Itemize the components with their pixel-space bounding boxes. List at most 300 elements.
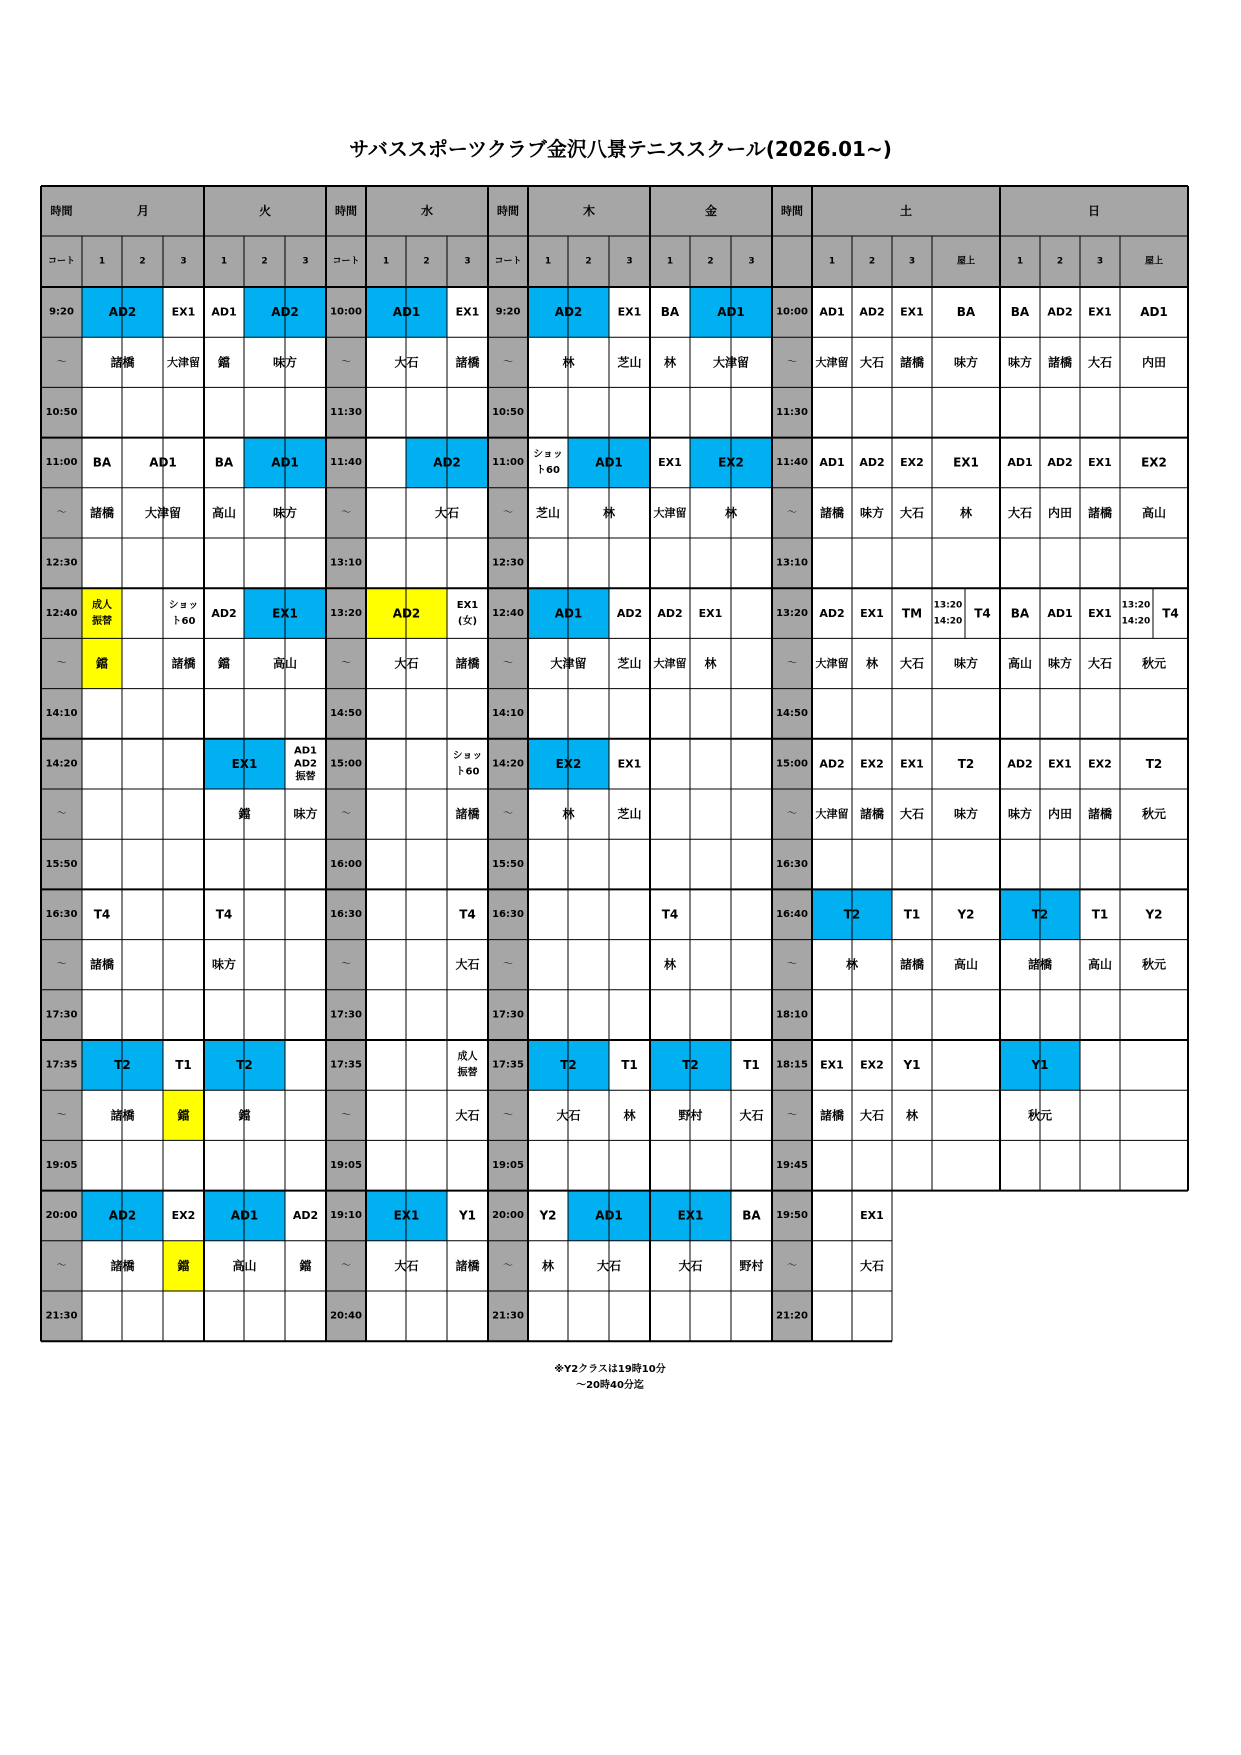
class-label: AD2 [108, 305, 137, 320]
time-start: 16:30 [45, 909, 78, 920]
class-label: EX1 [456, 599, 479, 611]
coach-name: 諸橋 [110, 1108, 135, 1123]
court-number: 2 [139, 256, 146, 267]
class-label: EX1 [820, 1058, 844, 1072]
time-range-symbol: ～ [787, 1260, 797, 1272]
class-label: BA [956, 305, 976, 320]
time-range-symbol: ～ [56, 356, 67, 368]
coach-name: 高山 [1007, 656, 1033, 671]
class-label: T4 [459, 907, 476, 922]
time-end: 14:10 [45, 708, 78, 720]
class-label: ト60 [455, 766, 480, 778]
class-label: ショッ [168, 599, 199, 611]
coach-name: 諸橋 [455, 807, 480, 822]
time-start: 16:30 [492, 909, 524, 920]
coach-name: 諸橋 [89, 957, 115, 972]
class-label: T4 [215, 907, 233, 922]
class-label: ト60 [171, 615, 196, 627]
class-label: BA [214, 455, 234, 470]
coach-name: 大石 [596, 1258, 622, 1273]
day-header-6: 日 [1087, 204, 1101, 218]
coach-name: 林 [602, 505, 616, 520]
class-label: EX1 [455, 305, 480, 319]
time-end: 18:10 [776, 1009, 808, 1021]
time-start: 20:00 [45, 1210, 78, 1222]
class-label: ト60 [536, 465, 560, 477]
time-range-symbol: ～ [56, 507, 67, 519]
class-label: AD1 [595, 455, 623, 470]
time-start: 17:35 [45, 1059, 78, 1071]
coach-name: 秋元 [1027, 1108, 1053, 1123]
coach-name: 大津留 [653, 506, 687, 520]
coach-name: 大津留 [815, 807, 849, 821]
coach-name: 鐺 [95, 656, 109, 671]
coach-name: 芝山 [617, 656, 642, 671]
coach-name: 大石 [739, 1108, 764, 1123]
time-start: 12:40 [45, 607, 78, 619]
class-label: EX1 [272, 606, 298, 621]
class-label: Y2 [539, 1208, 557, 1223]
coach-name: 秋元 [1141, 656, 1167, 671]
time-start: 15:00 [776, 758, 808, 770]
coach-name: 大石 [899, 505, 925, 520]
coach-name: 内田 [1141, 355, 1167, 370]
class-label: EX1 [860, 1209, 884, 1223]
class-label: T2 [236, 1058, 253, 1073]
coach-name: 諸橋 [171, 656, 196, 671]
class-label: BA [660, 305, 680, 320]
time-range-symbol: ～ [503, 808, 513, 820]
time-start: 13:20 [776, 607, 808, 619]
coach-name: 林 [845, 957, 859, 972]
class-label: AD2 [392, 606, 421, 621]
time-range-symbol: ～ [787, 356, 797, 368]
class-label: AD1 [1140, 305, 1168, 320]
class-label: 振替 [92, 615, 112, 627]
class-label: AD1 [211, 305, 237, 319]
class-label: AD1 [595, 1208, 623, 1223]
class-label: EX1 [860, 606, 884, 620]
court-number: 3 [1096, 256, 1104, 267]
time-range-symbol: ～ [787, 507, 797, 519]
class-label: AD2 [859, 456, 885, 470]
class-label: AD1 [230, 1208, 259, 1223]
time-end: 14:50 [330, 708, 362, 720]
class-label: AD1 [554, 606, 583, 621]
coach-name: 諸橋 [819, 1108, 845, 1123]
time-start: 10:00 [330, 306, 362, 318]
class-label: AD1 [1047, 606, 1073, 620]
class-label: AD1 [819, 305, 845, 319]
class-label: AD1 [819, 456, 845, 470]
class-label: EX1 [171, 305, 196, 319]
class-label: AD2 [294, 758, 317, 770]
coach-name: 鐺 [238, 807, 251, 822]
day-header-5: 土 [899, 204, 913, 218]
time-start: 11:40 [776, 457, 808, 469]
coach-name: 芝山 [535, 505, 561, 520]
class-label: T4 [974, 606, 991, 621]
time-range-symbol: ～ [341, 356, 351, 368]
class-label: AD2 [616, 606, 643, 620]
time-end: 17:30 [45, 1009, 78, 1021]
court-number: 3 [626, 256, 633, 267]
class-subtime: 13:20 [933, 600, 963, 611]
coach-name: 高山 [953, 957, 979, 972]
coach-name: 大津留 [815, 657, 849, 670]
class-label: AD2 [271, 305, 299, 320]
class-label: 成人 [92, 599, 112, 611]
coach-name: 大石 [1007, 505, 1033, 520]
court-number: 1 [666, 256, 674, 267]
coach-name: 諸橋 [110, 1258, 135, 1273]
court-number: 1 [98, 256, 106, 267]
coach-name: 諸橋 [819, 505, 845, 520]
class-label: T2 [560, 1058, 577, 1073]
time-end: 13:10 [330, 557, 362, 569]
coach-name: 大津留 [144, 505, 182, 520]
coach-name: 高山 [1087, 957, 1113, 972]
class-label: AD1 [294, 745, 317, 757]
time-header: 時間 [781, 204, 803, 218]
time-header: 時間 [50, 204, 73, 218]
class-label: AD1 [1007, 456, 1033, 470]
class-label: ショッ [533, 449, 563, 461]
coach-name: 林 [704, 656, 717, 671]
day-header-3: 木 [582, 204, 596, 218]
class-label: Y1 [458, 1208, 477, 1223]
class-label: EX1 [953, 455, 979, 470]
class-label: AD2 [819, 606, 845, 620]
class-label: AD2 [554, 305, 583, 320]
time-end: 21:20 [776, 1310, 808, 1322]
class-label: EX2 [1088, 757, 1112, 771]
coach-name: 林 [959, 505, 973, 520]
class-label: BA [742, 1208, 761, 1223]
class-label: AD2 [433, 455, 461, 470]
time-range-symbol: ～ [341, 808, 351, 820]
time-range-symbol: ～ [503, 507, 513, 519]
class-label: EX1 [617, 757, 642, 771]
class-label: T4 [1162, 606, 1179, 621]
time-start: 17:35 [492, 1059, 524, 1071]
time-start: 9:20 [49, 306, 74, 318]
coach-name: 大石 [678, 1258, 703, 1273]
class-label: Y2 [957, 907, 975, 922]
class-label: EX2 [860, 757, 884, 771]
coach-name: 諸橋 [859, 807, 885, 822]
coach-name: 諸橋 [89, 505, 115, 520]
time-end: 16:00 [330, 858, 362, 870]
class-label: AD1 [271, 455, 299, 470]
time-range-symbol: ～ [56, 1260, 67, 1272]
cell-highlight [82, 588, 122, 638]
time-end: 11:30 [776, 407, 808, 418]
time-end: 21:30 [492, 1310, 524, 1322]
class-label: T1 [903, 907, 921, 922]
class-label: EX2 [1141, 455, 1167, 470]
coach-name: 秋元 [1141, 957, 1167, 972]
coach-name: 林 [663, 957, 677, 972]
class-label: 成人 [457, 1051, 478, 1063]
time-end: 15:50 [45, 858, 78, 870]
coach-name: 味方 [272, 355, 298, 370]
time-range-symbol: ～ [503, 658, 513, 669]
class-label: Y1 [903, 1058, 921, 1073]
class-label: BA [1010, 606, 1030, 621]
class-label: T1 [743, 1058, 760, 1073]
time-start: 11:00 [492, 457, 524, 469]
coach-name: 芝山 [617, 355, 642, 370]
court-header: コート [47, 256, 76, 267]
court-number: 2 [1056, 256, 1064, 267]
class-label: T1 [1091, 907, 1109, 922]
court-header: コート [332, 256, 360, 267]
coach-name: 大津留 [653, 657, 687, 670]
class-label: EX1 [231, 756, 258, 771]
class-label: AD1 [717, 305, 745, 320]
time-range-symbol: ～ [56, 959, 67, 971]
class-label: EX2 [860, 1058, 884, 1072]
court-number: 2 [261, 256, 268, 267]
coach-name: 大石 [1087, 355, 1113, 370]
time-start: 19:50 [776, 1210, 808, 1222]
coach-name: 諸橋 [1087, 807, 1113, 822]
time-range-symbol: ～ [503, 1109, 513, 1121]
coach-name: 鐺 [177, 1258, 190, 1273]
court-number: 屋上 [1144, 256, 1164, 267]
court-number: 2 [707, 256, 714, 267]
court-number: 1 [1016, 256, 1024, 267]
class-label: (女) [457, 615, 478, 627]
coach-name: 鐺 [238, 1108, 251, 1123]
court-number: 2 [868, 256, 876, 267]
coach-name: 味方 [1047, 656, 1073, 671]
time-end: 16:30 [776, 858, 808, 870]
time-start: 16:30 [330, 909, 362, 920]
time-range-symbol: ～ [341, 507, 351, 519]
time-end: 21:30 [45, 1310, 78, 1322]
day-header-0: 月 [136, 204, 150, 218]
coach-name: 大石 [899, 656, 925, 671]
coach-name: 味方 [953, 355, 979, 370]
class-label: T1 [621, 1058, 638, 1073]
time-end: 20:40 [330, 1310, 362, 1322]
time-range-symbol: ～ [787, 658, 797, 669]
coach-name: 高山 [232, 1258, 257, 1273]
class-label: T2 [843, 907, 861, 922]
class-label: EX1 [658, 456, 682, 470]
coach-name: 野村 [678, 1108, 703, 1123]
coach-name: 諸橋 [899, 957, 925, 972]
class-label: EX1 [617, 305, 642, 319]
coach-name: 鐺 [217, 656, 231, 671]
time-range-symbol: ～ [787, 808, 797, 820]
time-range-symbol: ～ [341, 959, 351, 971]
court-number: 1 [828, 256, 836, 267]
class-subtime: 14:20 [933, 616, 963, 627]
coach-name: 大石 [1087, 656, 1113, 671]
class-label: AD2 [859, 305, 885, 319]
class-label: T2 [1031, 907, 1049, 922]
footnote-line-2: ～20時40分迄 [576, 1380, 644, 1391]
coach-name: 大石 [455, 957, 480, 972]
time-end: 13:10 [776, 557, 808, 569]
coach-name: 諸橋 [455, 355, 480, 370]
class-label: T2 [114, 1058, 131, 1073]
time-end: 17:30 [492, 1009, 524, 1021]
coach-name: 諸橋 [455, 656, 480, 671]
footnote-line-1: ※Y2クラスは19時10分 [554, 1364, 666, 1375]
coach-name: 大石 [394, 355, 419, 370]
class-label: EX1 [698, 606, 723, 620]
coach-name: 大津留 [550, 656, 587, 671]
coach-name: 大石 [455, 1108, 480, 1123]
time-start: 10:00 [776, 306, 808, 318]
class-label: EX1 [1088, 305, 1112, 319]
time-range-symbol: ～ [56, 1109, 67, 1121]
time-start: 20:00 [492, 1210, 524, 1222]
time-start: 19:10 [330, 1210, 362, 1222]
time-end: 14:50 [776, 708, 808, 720]
time-end: 14:10 [492, 708, 524, 720]
class-label: EX2 [171, 1209, 196, 1223]
coach-name: 林 [562, 355, 575, 370]
coach-name: 味方 [1007, 355, 1033, 370]
class-label: AD2 [1047, 305, 1073, 319]
court-number: 3 [180, 256, 187, 267]
coach-name: 野村 [739, 1258, 764, 1273]
time-end: 19:45 [776, 1160, 808, 1171]
coach-name: 大石 [859, 355, 885, 370]
day-header-1: 火 [258, 204, 272, 218]
class-label: 振替 [295, 771, 316, 783]
coach-name: 大石 [859, 1108, 885, 1123]
time-range-symbol: ～ [341, 1109, 351, 1121]
class-label: AD2 [108, 1208, 137, 1223]
coach-name: 内田 [1047, 505, 1073, 520]
time-range-symbol: ～ [56, 658, 67, 669]
time-start: 18:15 [776, 1059, 808, 1071]
coach-name: 鐺 [217, 355, 231, 370]
time-end: 19:05 [330, 1160, 362, 1171]
time-start: 9:20 [495, 306, 521, 318]
time-start: 14:20 [45, 758, 78, 770]
coach-name: 大津留 [712, 355, 750, 370]
time-end: 19:05 [492, 1160, 524, 1171]
day-header-2: 水 [420, 204, 434, 218]
court-number: 2 [423, 256, 430, 267]
time-start: 13:20 [330, 607, 362, 619]
coach-name: 林 [865, 656, 879, 671]
coach-name: 味方 [272, 505, 298, 520]
time-header: 時間 [497, 204, 519, 218]
coach-name: 味方 [1007, 807, 1033, 822]
class-label: T2 [957, 756, 975, 771]
court-number: 3 [302, 256, 309, 267]
class-label: Y2 [1145, 907, 1163, 922]
time-start: 12:40 [492, 607, 524, 619]
coach-name: 諸橋 [455, 1258, 480, 1273]
class-label: T4 [661, 907, 679, 922]
class-label: TM [901, 606, 923, 621]
coach-name: 諸橋 [1027, 957, 1053, 972]
coach-name: 林 [541, 1258, 555, 1273]
coach-name: 林 [562, 807, 575, 822]
coach-name: 大石 [434, 505, 460, 520]
day-header-4: 金 [704, 204, 718, 218]
page-title: サバススポーツクラブ金沢八景テニススクール(2026.01~) [349, 137, 892, 161]
time-range-symbol: ～ [341, 658, 351, 669]
time-end: 11:30 [330, 407, 362, 418]
coach-name: 芝山 [617, 807, 642, 822]
coach-name: 大石 [899, 807, 925, 822]
coach-name: 大石 [556, 1108, 581, 1123]
coach-name: 大石 [394, 1258, 419, 1273]
coach-name: 内田 [1047, 807, 1073, 822]
class-label: AD2 [1007, 757, 1033, 771]
coach-name: 林 [663, 355, 677, 370]
class-label: BA [1010, 305, 1030, 320]
coach-name: 大津留 [815, 355, 849, 369]
time-start: 17:35 [330, 1059, 362, 1071]
class-label: AD1 [149, 455, 177, 470]
class-label: T4 [93, 907, 111, 922]
class-label: T1 [175, 1058, 192, 1073]
coach-name: 大石 [859, 1258, 885, 1273]
court-header: コート [494, 256, 522, 267]
coach-name: 諸橋 [899, 355, 925, 370]
time-end: 12:30 [45, 557, 78, 569]
coach-name: 諸橋 [110, 355, 135, 370]
class-label: AD2 [657, 606, 683, 620]
class-label: AD2 [292, 1209, 319, 1223]
coach-name: 大石 [394, 656, 419, 671]
time-range-symbol: ～ [503, 959, 513, 971]
class-label: EX1 [1048, 757, 1072, 771]
coach-name: 大津留 [167, 355, 200, 369]
coach-name: 林 [905, 1108, 919, 1123]
coach-name: 諸橋 [1047, 355, 1073, 370]
time-range-symbol: ～ [787, 959, 797, 971]
coach-name: 秋元 [1141, 807, 1167, 822]
class-subtime: 13:20 [1121, 600, 1151, 611]
class-label: Y1 [1031, 1058, 1049, 1073]
class-label: T2 [682, 1058, 699, 1073]
time-header: 時間 [335, 204, 357, 218]
time-range-symbol: ～ [56, 808, 67, 820]
time-start: 15:00 [330, 758, 362, 770]
class-label: EX1 [900, 305, 924, 319]
coach-name: 鐺 [299, 1258, 312, 1273]
class-label: AD1 [392, 305, 421, 320]
coach-name: 味方 [293, 807, 318, 822]
class-label: AD2 [211, 606, 237, 620]
time-end: 19:05 [45, 1160, 78, 1171]
time-end: 17:30 [330, 1009, 362, 1021]
class-label: AD2 [819, 757, 845, 771]
coach-name: 味方 [953, 807, 979, 822]
class-label: T2 [1145, 756, 1163, 771]
time-end: 10:50 [45, 407, 78, 418]
class-label: EX1 [677, 1208, 704, 1223]
court-number: 3 [748, 256, 755, 267]
class-label: EX2 [555, 756, 582, 771]
coach-name: 味方 [859, 505, 885, 520]
time-start: 14:20 [492, 758, 524, 770]
class-label: BA [92, 455, 112, 470]
time-range-symbol: ～ [503, 1260, 513, 1272]
